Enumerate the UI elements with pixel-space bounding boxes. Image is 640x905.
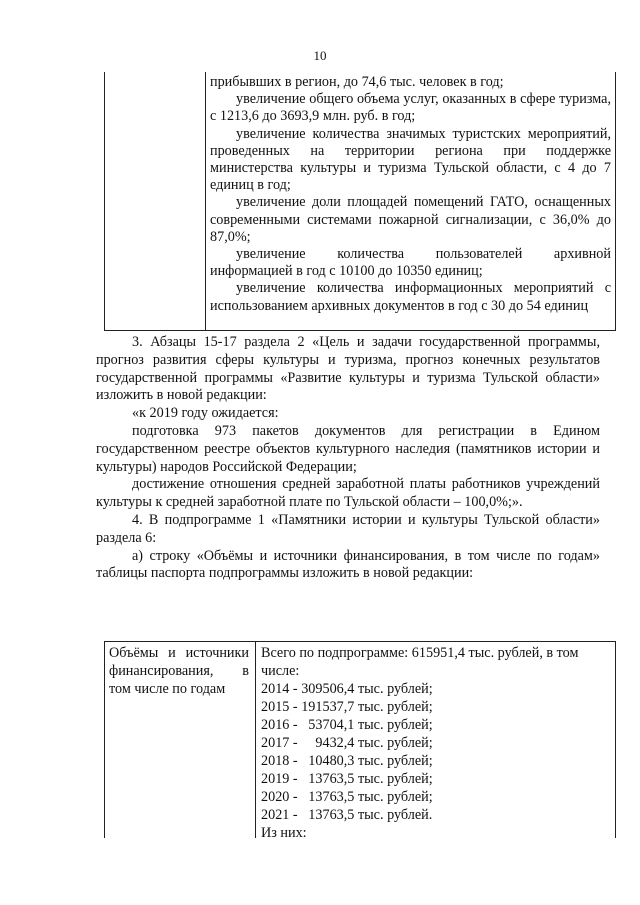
financing-year-row: 2017 - 9432,4 тыс. рублей;: [261, 735, 433, 751]
table-text-cell: [210, 74, 611, 315]
financing-year-row: 2015 - 191537,7 тыс. рублей;: [261, 699, 433, 715]
body-paragraph: «к 2019 году ожидается:: [132, 405, 279, 422]
financing-total: Всего по подпрограмме: 615951,4 тыс. рублей, в том числе:: [261, 645, 579, 679]
body-paragraph: достижение отношения средней заработной платы работников учреждений культуры к средней заработной плате по Тульской области – 100,0%;».: [96, 476, 600, 511]
financing-label-cell: Объёмы и источники финансирования, в том числе по годам: [109, 645, 249, 697]
financing-tail: Из них:: [261, 825, 307, 841]
financing-year-row: 2018 - 10480,3 тыс. рублей;: [261, 753, 433, 769]
table-paragraph: увеличение количества значимых туристских мероприятий, проведенных на территории региона при поддержке министерства культуры и туризма Тульской области, с 4 до 7 единиц в год;: [210, 125, 611, 194]
financing-value-cell: [261, 644, 609, 842]
body-paragraph: 4. В подпрограмме 1 «Памятники истории и культуры Тульской области» раздела 6:: [96, 511, 600, 546]
document-body: [96, 334, 600, 583]
table-paragraph: увеличение количества пользователей архивной информацией в год с 10100 до 10350 единиц;: [210, 246, 611, 280]
table-paragraph: прибывших в регион, до 74,6 тыс. человек в год;: [210, 74, 504, 90]
page-number: 10: [313, 48, 327, 63]
table-column-divider: [205, 72, 206, 330]
financing-year-row: 2020 - 13763,5 тыс. рублей;: [261, 789, 433, 805]
table-column-divider: [255, 642, 256, 838]
financing-year-row: 2021 - 13763,5 тыс. рублей.: [261, 807, 433, 823]
body-paragraph: а) строку «Объёмы и источники финансирования, в том числе по годам» таблицы паспорта подпрограммы изложить в новой редакции:: [96, 547, 600, 582]
continued-table: [104, 72, 616, 331]
financing-year-row: 2016 - 53704,1 тыс. рублей;: [261, 717, 433, 733]
body-paragraph: 3. Абзацы 15-17 раздела 2 «Цель и задачи государственной программы, прогноз развития сферы культуры и туризма, прогноз конечных результатов государственной программы «Развитие культуры и туризма Тульской области» изложить в новой редакции:: [96, 334, 600, 404]
body-paragraph: подготовка 973 пакетов документов для регистрации в Едином государственном реестре объектов культурного наследия (памятников истории и культуры) народов Российской Федерации;: [96, 422, 600, 475]
financing-year-row: 2014 - 309506,4 тыс. рублей;: [261, 681, 433, 697]
table-paragraph: увеличение общего объема услуг, оказанных в сфере туризма, с 1213,6 до 3693,9 млн. руб. в год;: [210, 91, 611, 125]
passport-table: [104, 641, 616, 841]
financing-year-row: 2019 - 13763,5 тыс. рублей;: [261, 771, 433, 787]
table-paragraph: увеличение доли площадей помещений ГАТО, оснащенных современными системами пожарной сигнализации, с 36,0% до 87,0%;: [210, 194, 611, 245]
table-paragraph: увеличение количества информационных мероприятий с использованием архивных документов в год с 30 до 54 единиц: [210, 280, 611, 314]
